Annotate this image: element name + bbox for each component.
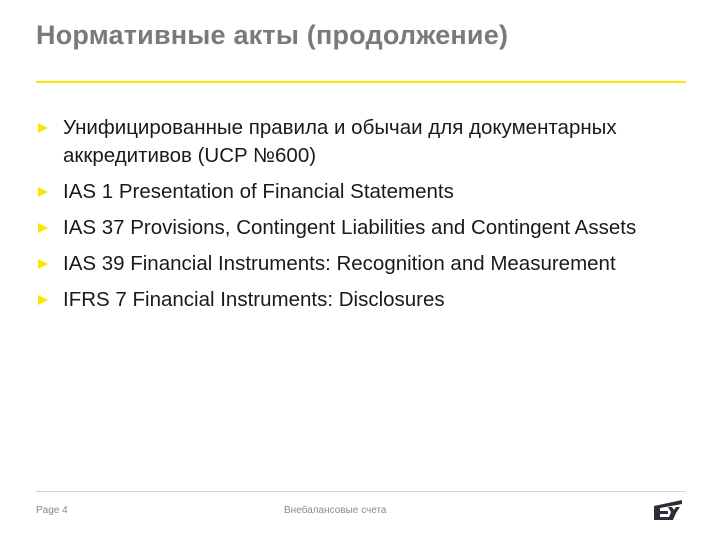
title-divider — [36, 81, 686, 83]
triangle-bullet-icon — [38, 223, 48, 233]
bullet-item — [36, 214, 676, 242]
ey-logo-icon — [652, 499, 686, 521]
bullet-item — [36, 178, 676, 206]
triangle-bullet-icon — [38, 123, 48, 133]
triangle-bullet-icon — [38, 259, 48, 269]
bullet-text: IFRS 7 Financial Instruments: Disclosures — [63, 288, 445, 311]
footer-divider — [36, 491, 686, 492]
triangle-bullet-icon — [38, 295, 48, 305]
bullet-text: IAS 39 Financial Instruments: Recognition and Measurement — [63, 252, 616, 275]
bullet-text: IAS 37 Provisions, Contingent Liabilities and Contingent Assets — [63, 216, 637, 239]
slide-title: Нормативные акты (продолжение) — [36, 20, 509, 50]
bullet-item — [36, 286, 676, 314]
page-number: Page 4 — [36, 505, 68, 516]
bullet-item — [36, 250, 676, 278]
bullet-text: Унифицированные правила и обычаи для документарных аккредитивов (UCP №600) — [63, 116, 617, 167]
bullet-list — [36, 114, 676, 322]
triangle-bullet-icon — [38, 187, 48, 197]
footer-title: Внебалансовые счета — [284, 505, 387, 516]
bullet-item — [36, 114, 676, 170]
bullet-text: IAS 1 Presentation of Financial Statements — [63, 180, 454, 203]
